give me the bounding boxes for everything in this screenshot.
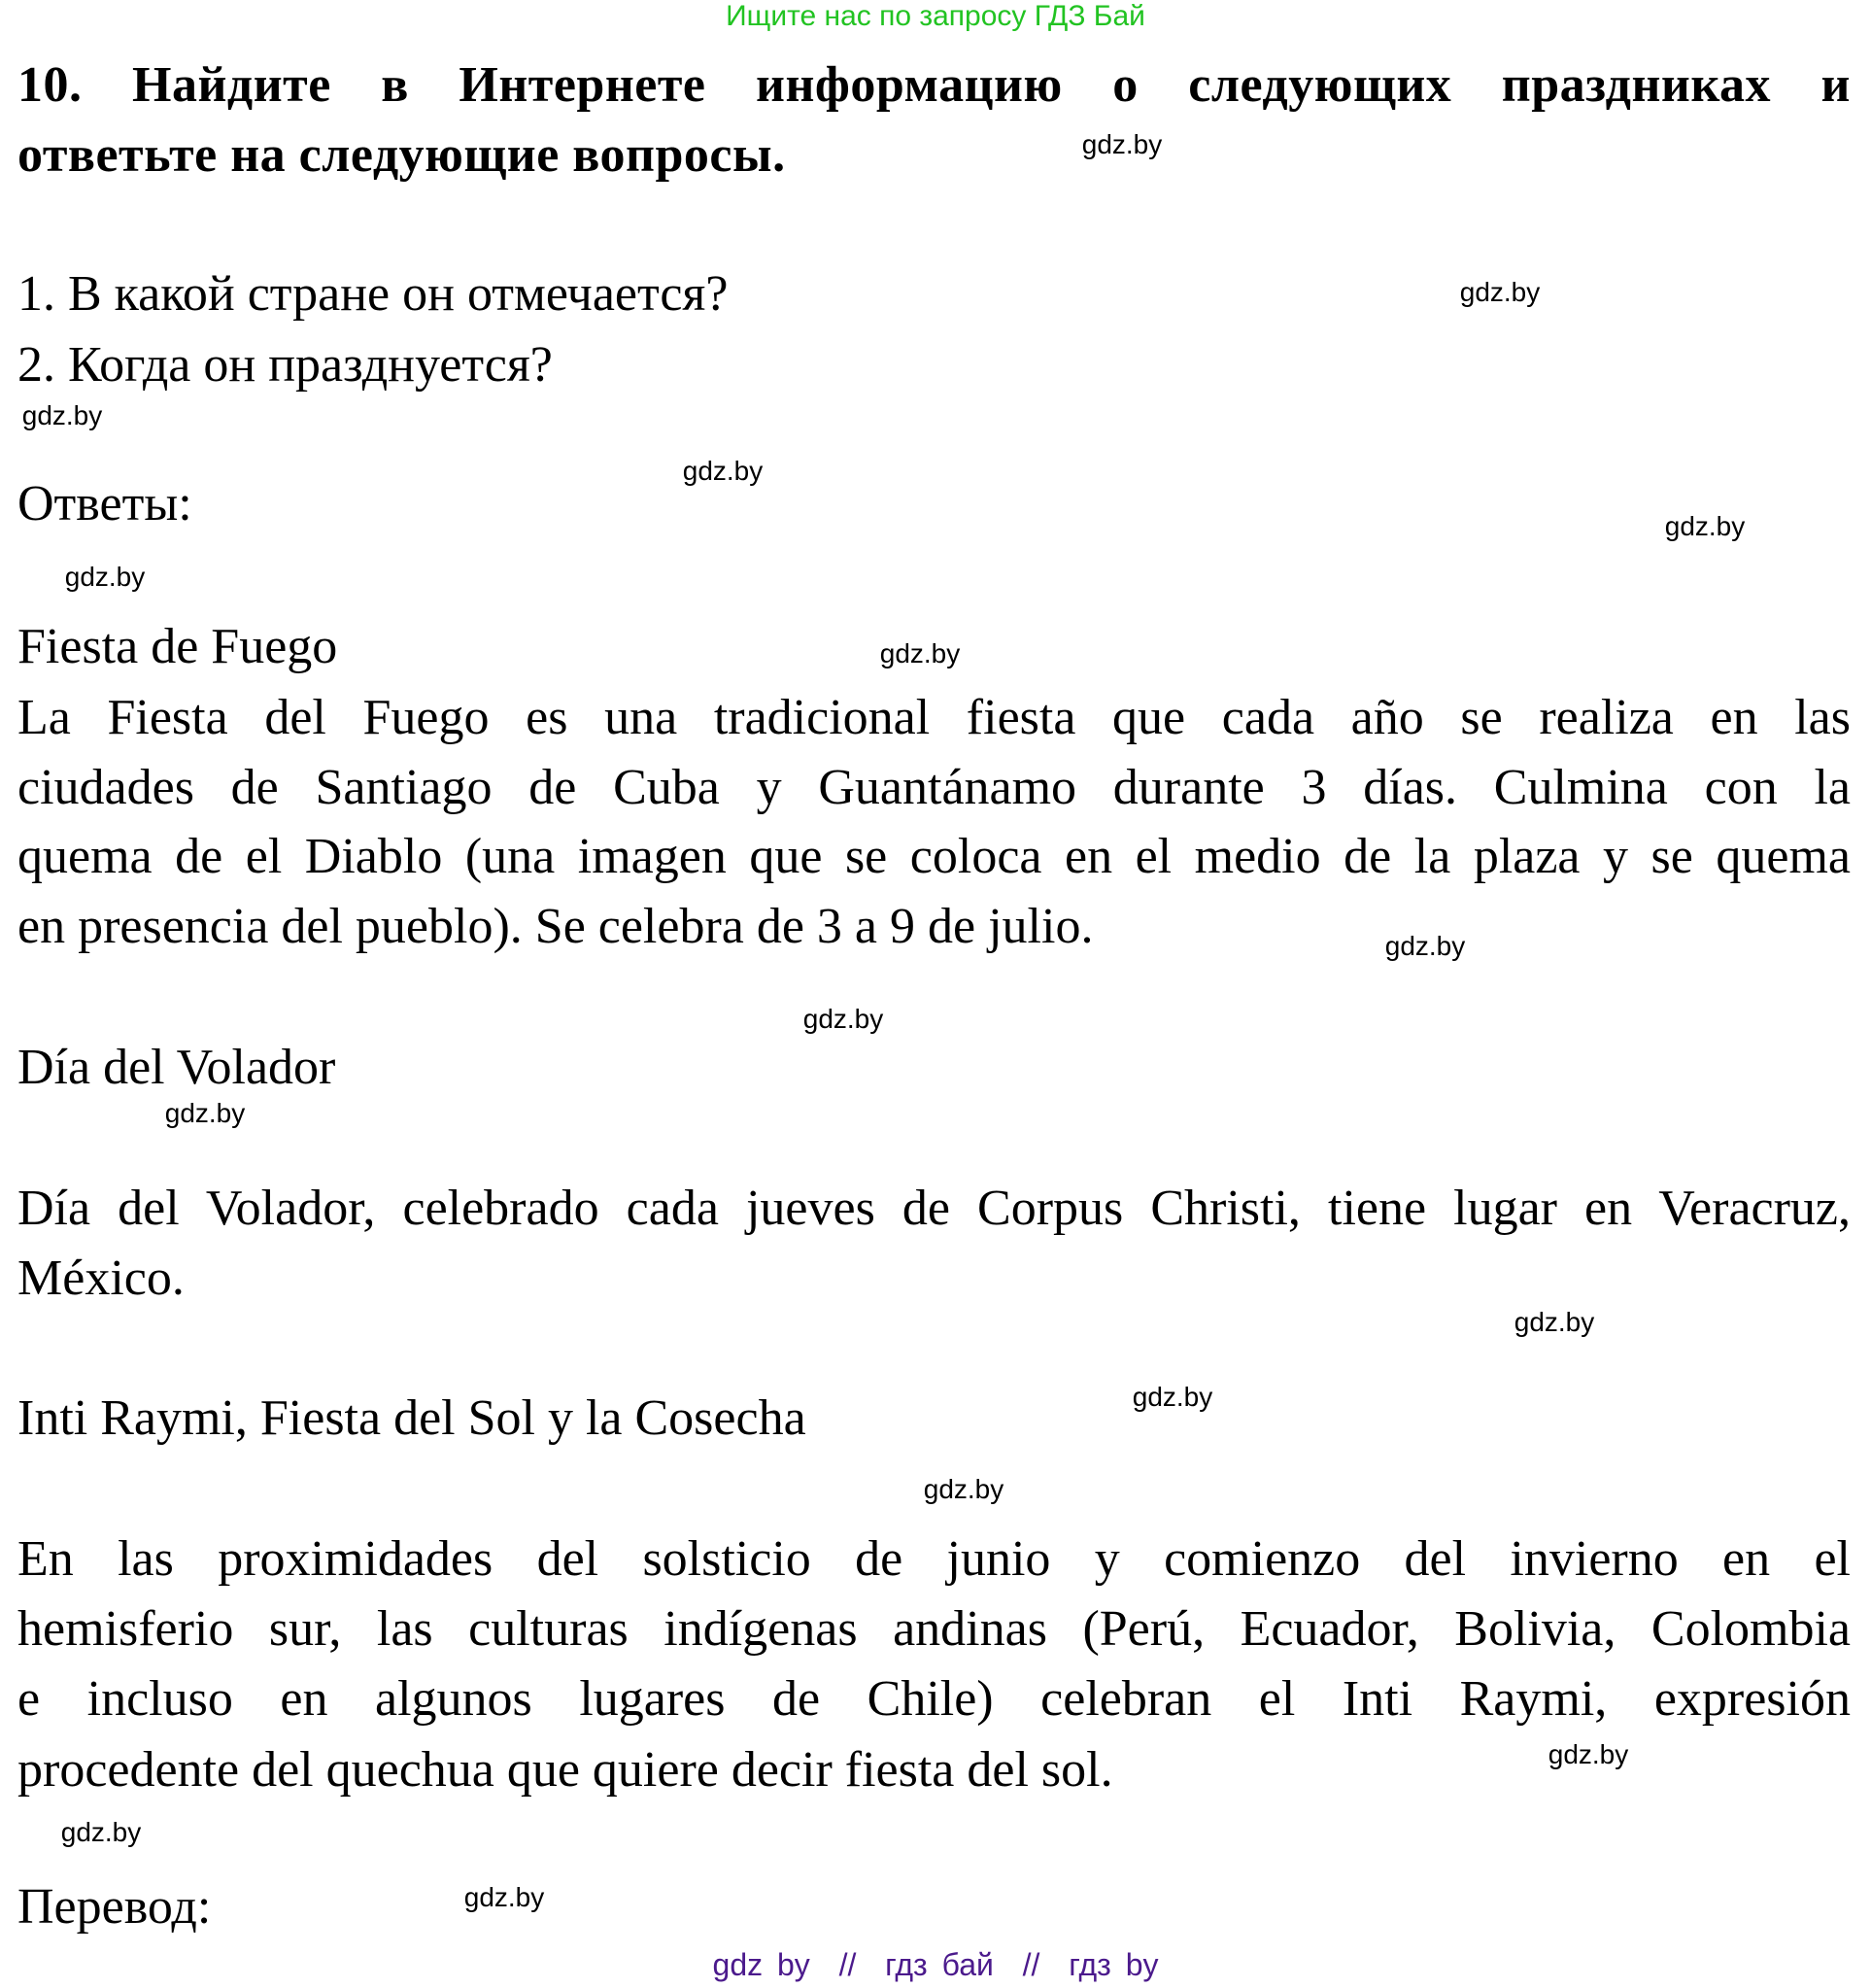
paragraph-line: En las proximidades del solsticio de junio y comienzo del invierno en el (17, 1531, 1851, 1587)
watermark: gdz.by (1664, 511, 1746, 541)
translation-label: Перевод: (17, 1879, 212, 1935)
answers-label: Ответы: (17, 476, 192, 531)
watermark: gdz.by (1081, 129, 1163, 159)
paragraph-line: procedente del quechua que quiere decir fiesta del sol. (17, 1742, 1113, 1798)
watermark: gdz.by (1132, 1382, 1213, 1412)
section-heading-inti-raymi: Inti Raymi, Fiesta del Sol y la Cosecha (17, 1390, 806, 1446)
question-2: 2. Когда он празднуется? (17, 337, 553, 393)
section-heading-fiesta-de-fuego: Fiesta de Fuego (17, 619, 338, 674)
paragraph-line: Día del Volador, celebrado cada jueves de Corpus Christi, tiene lugar en Veracruz, (17, 1181, 1851, 1236)
paragraph-line: hemisferio sur, las culturas indígenas andinas (Perú, Ecuador, Bolivia, Colombia (17, 1601, 1851, 1657)
watermark: gdz.by (164, 1098, 246, 1128)
footer-watermark: gdz by // гдз бай // гдз by (712, 1947, 1159, 1982)
search-banner: Ищите нас по запросу ГДЗ Бай (726, 0, 1145, 32)
watermark: gdz.by (60, 1817, 142, 1847)
watermark: gdz.by (923, 1474, 1004, 1504)
watermark: gdz.by (1384, 931, 1466, 961)
task-title-line-2: ответьте на следующие вопросы. (17, 127, 786, 183)
watermark: gdz.by (21, 400, 103, 430)
task-title-line-1: 10. Найдите в Интернете информацию о следующих праздниках и (17, 57, 1851, 113)
paragraph-line: ciudades de Santiago de Cuba y Guantánamo durante 3 días. Culmina con la (17, 760, 1851, 815)
watermark: gdz.by (1514, 1307, 1595, 1337)
paragraph-line: e incluso en algunos lugares de Chile) celebran el Inti Raymi, expresión (17, 1671, 1851, 1727)
watermark: gdz.by (879, 638, 961, 668)
watermark: gdz.by (463, 1882, 545, 1912)
watermark: gdz.by (802, 1004, 884, 1034)
watermark: gdz.by (64, 562, 146, 592)
paragraph-line: quema de el Diablo (una imagen que se coloca en el medio de la plaza y se quema (17, 829, 1851, 884)
watermark: gdz.by (1548, 1739, 1629, 1769)
paragraph-line: La Fiesta del Fuego es una tradicional fiesta que cada año se realiza en las (17, 690, 1851, 745)
watermark: gdz.by (682, 456, 764, 486)
section-heading-dia-del-volador: Día del Volador (17, 1040, 336, 1095)
paragraph-line: en presencia del pueblo). Se celebra de 3 a 9 de julio. (17, 899, 1094, 954)
question-1: 1. В какой стране он отмечается? (17, 266, 729, 322)
paragraph-line: México. (17, 1251, 185, 1306)
watermark: gdz.by (1459, 277, 1541, 307)
